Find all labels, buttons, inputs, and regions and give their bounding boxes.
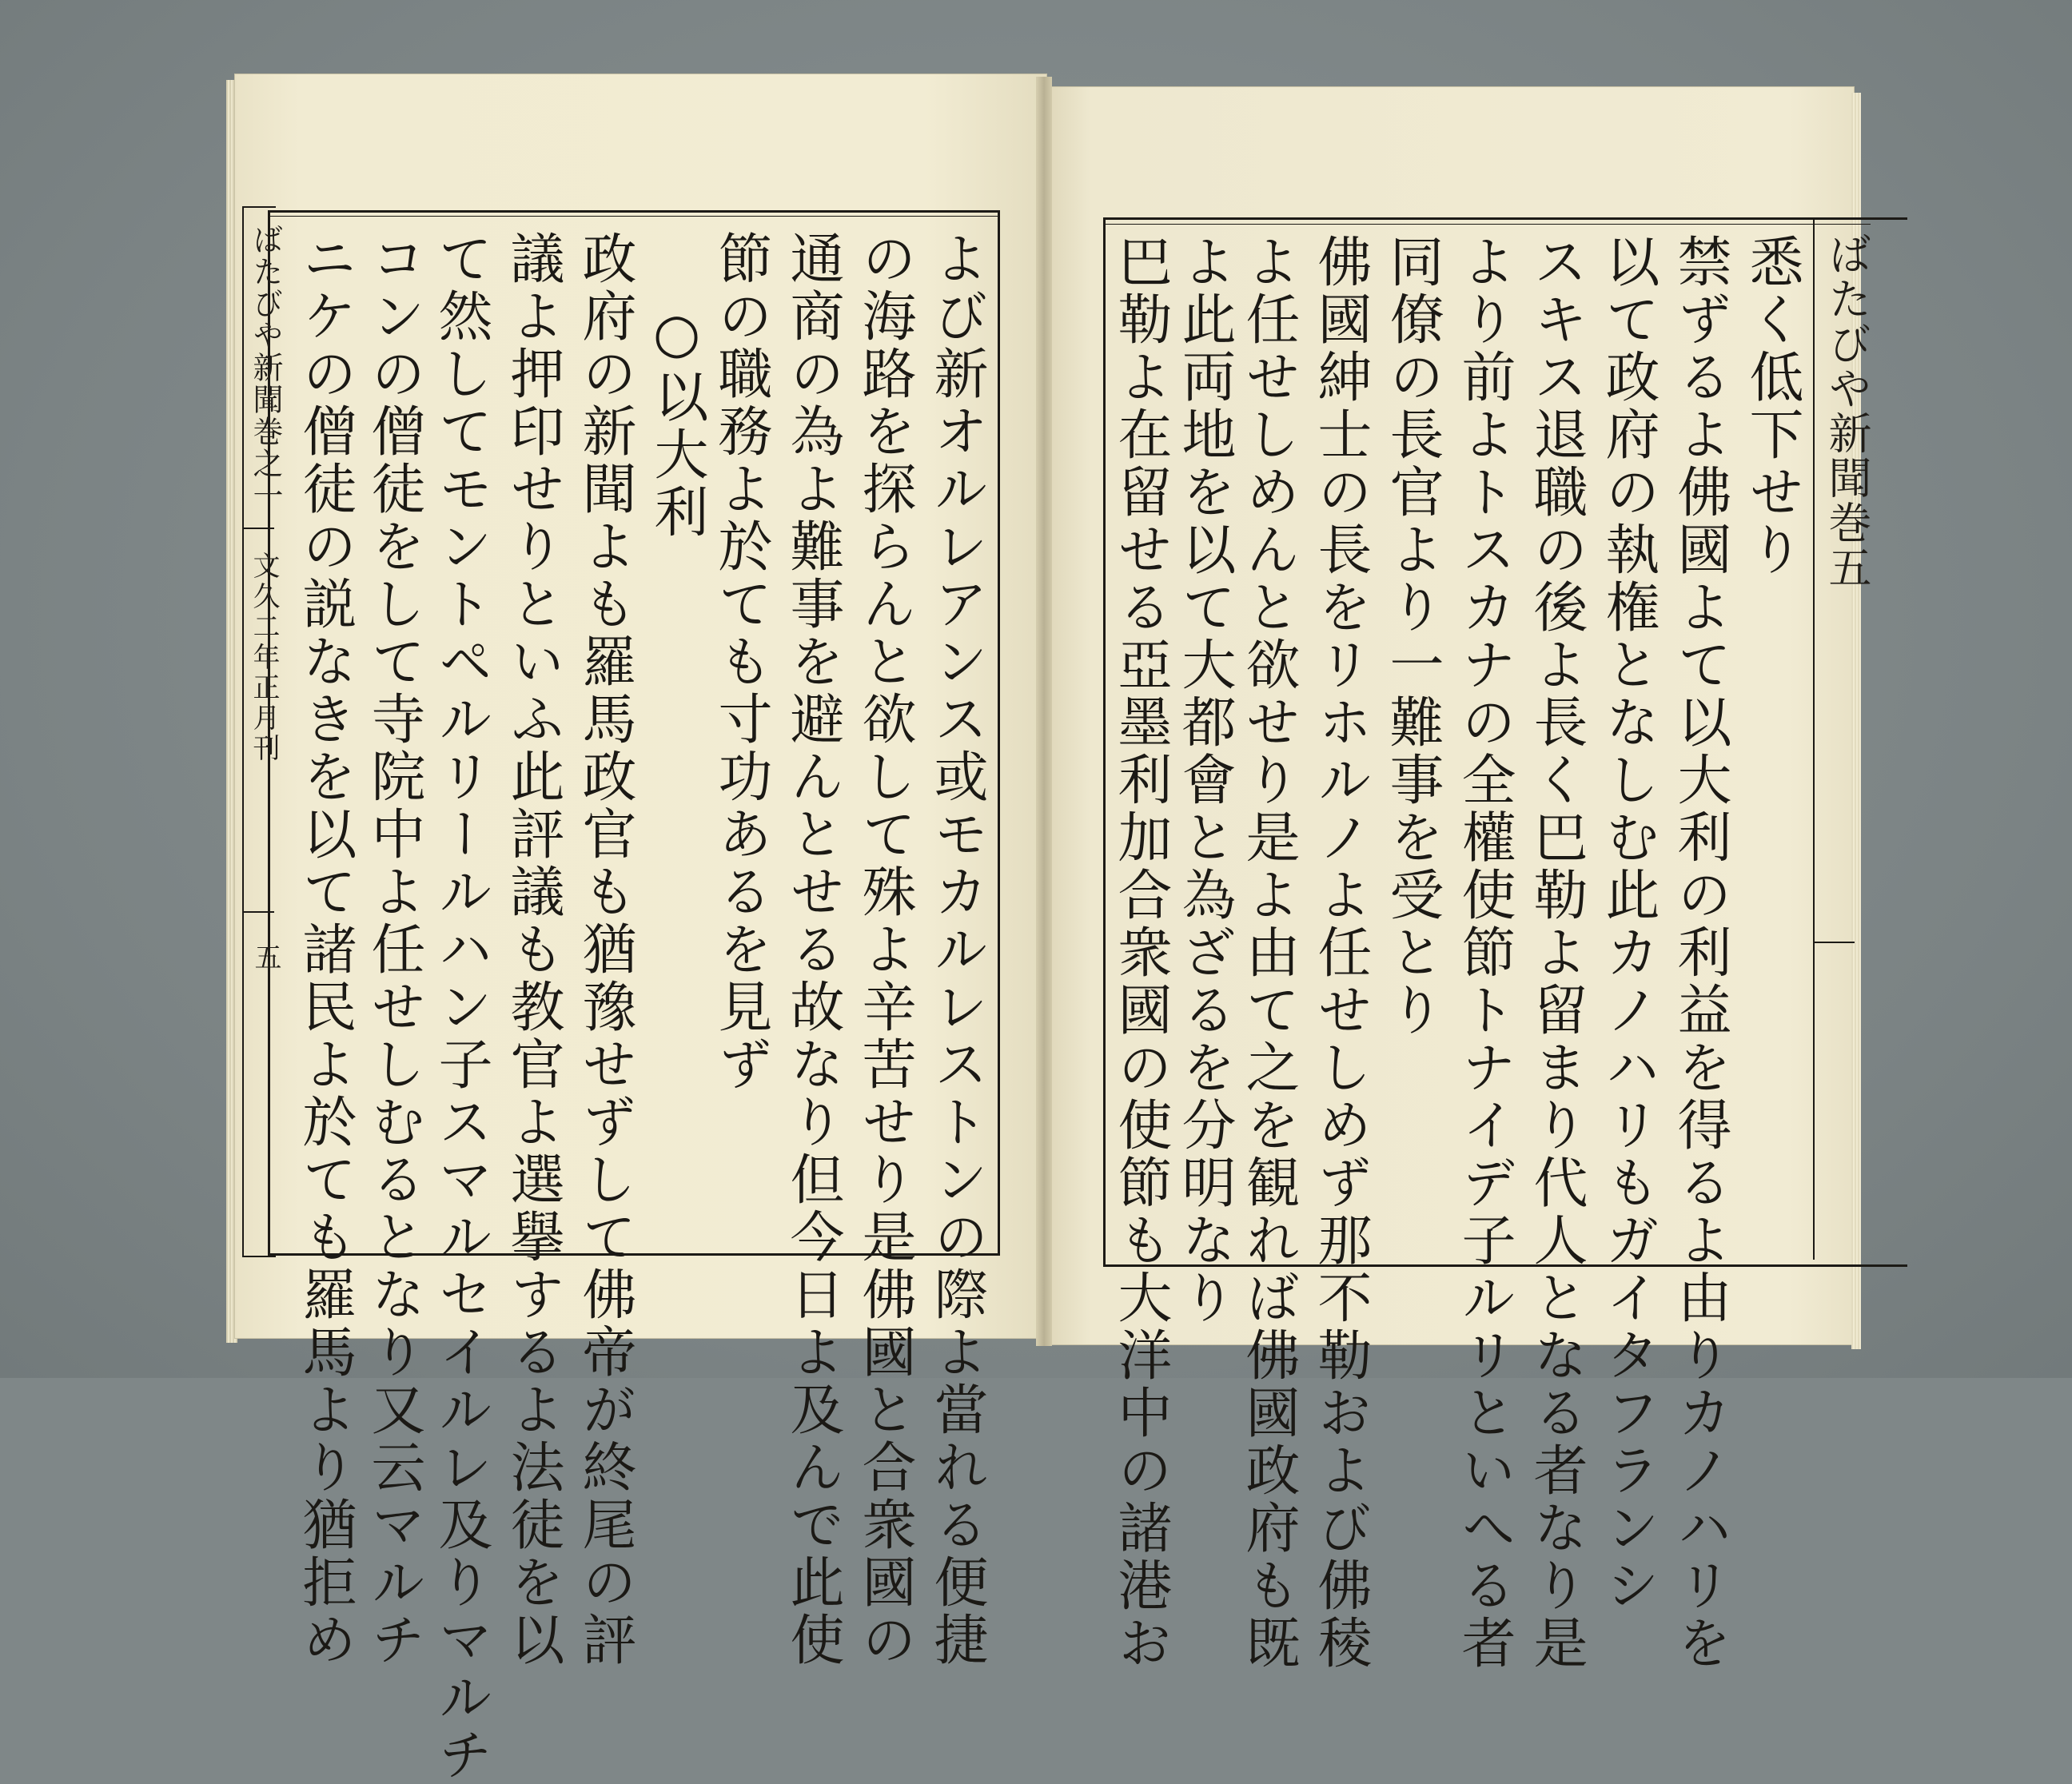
right-header-title: ばたびや新聞巻五 (1822, 232, 1872, 590)
right-frame-inner-rule (1103, 224, 1871, 225)
text-column: よ任せしめんと欲せり是よ由て之を観れば佛國政府も既 (1237, 233, 1300, 1672)
left-strip-divider (242, 911, 274, 913)
book-gutter (1036, 77, 1052, 1346)
text-column: の海路を探らんと欲して殊よ辛苦せり是佛國と合衆國の (853, 230, 916, 1669)
text-column: ニケの僧徒の説なきを以て諸民よ於ても羅馬より猶拒め (293, 230, 357, 1669)
right-strip-divider (1813, 942, 1855, 943)
text-column: 禁ずるよ佛國よて以大利の利益を得るよ由りカノハリを (1668, 233, 1731, 1672)
left-strip-divider (242, 528, 274, 529)
left-header-date: 文久二年正月刊 (248, 552, 280, 764)
text-column: 以て政府の執権となしむ此カノハリもガイタフランシ (1596, 233, 1660, 1615)
text-column: よび新オルレアンス或モカルレストンの際よ當れる便捷 (925, 230, 988, 1669)
text-column: 悉く低下せり (1740, 233, 1803, 579)
text-column: スキス退職の後よ長く巴勒よ留まり代人となる者なり是 (1524, 233, 1588, 1672)
text-column: 佛國紳士の長をリホルノよ任せしめず那不勒および佛稜 (1309, 233, 1372, 1672)
text-column: より前よトスカナの全權使節トナイデ子ルリといへる者 (1452, 233, 1516, 1672)
text-column: 節の職務よ於ても寸功あるを見ず (709, 230, 772, 1093)
text-column: 同僚の長官より一難事を受とり (1381, 233, 1444, 1039)
left-page-number: 五 (249, 943, 281, 970)
text-column: コンの僧徒をして寺院中よ任せしむるとなり又云マルチ (362, 230, 425, 1669)
section-heading: ○以大利 (645, 302, 708, 541)
text-column: よ此両地を以て大都會と為ざるを分明なり (1173, 233, 1236, 1327)
text-column: 議よ押印せりといふ此評議も教官よ選擧するよ法徒を以 (501, 230, 564, 1669)
text-column: 通商の為よ難事を避んとせる故なり但今日よ及んで此使 (781, 230, 844, 1669)
text-column: て然してモントペルリールハン子スマルセイルレ及りマルチ (429, 230, 492, 1784)
left-header-title: ばたびや新聞巻之一 (248, 224, 283, 512)
text-column: 巴勒よ在留せる亞墨利加合衆國の使節も大洋中の諸港お (1109, 233, 1172, 1672)
text-column: 政府の新聞よも羅馬政官も猶豫せずして佛帝が終尾の評 (573, 230, 636, 1669)
left-frame-inner-rule (268, 216, 1000, 217)
